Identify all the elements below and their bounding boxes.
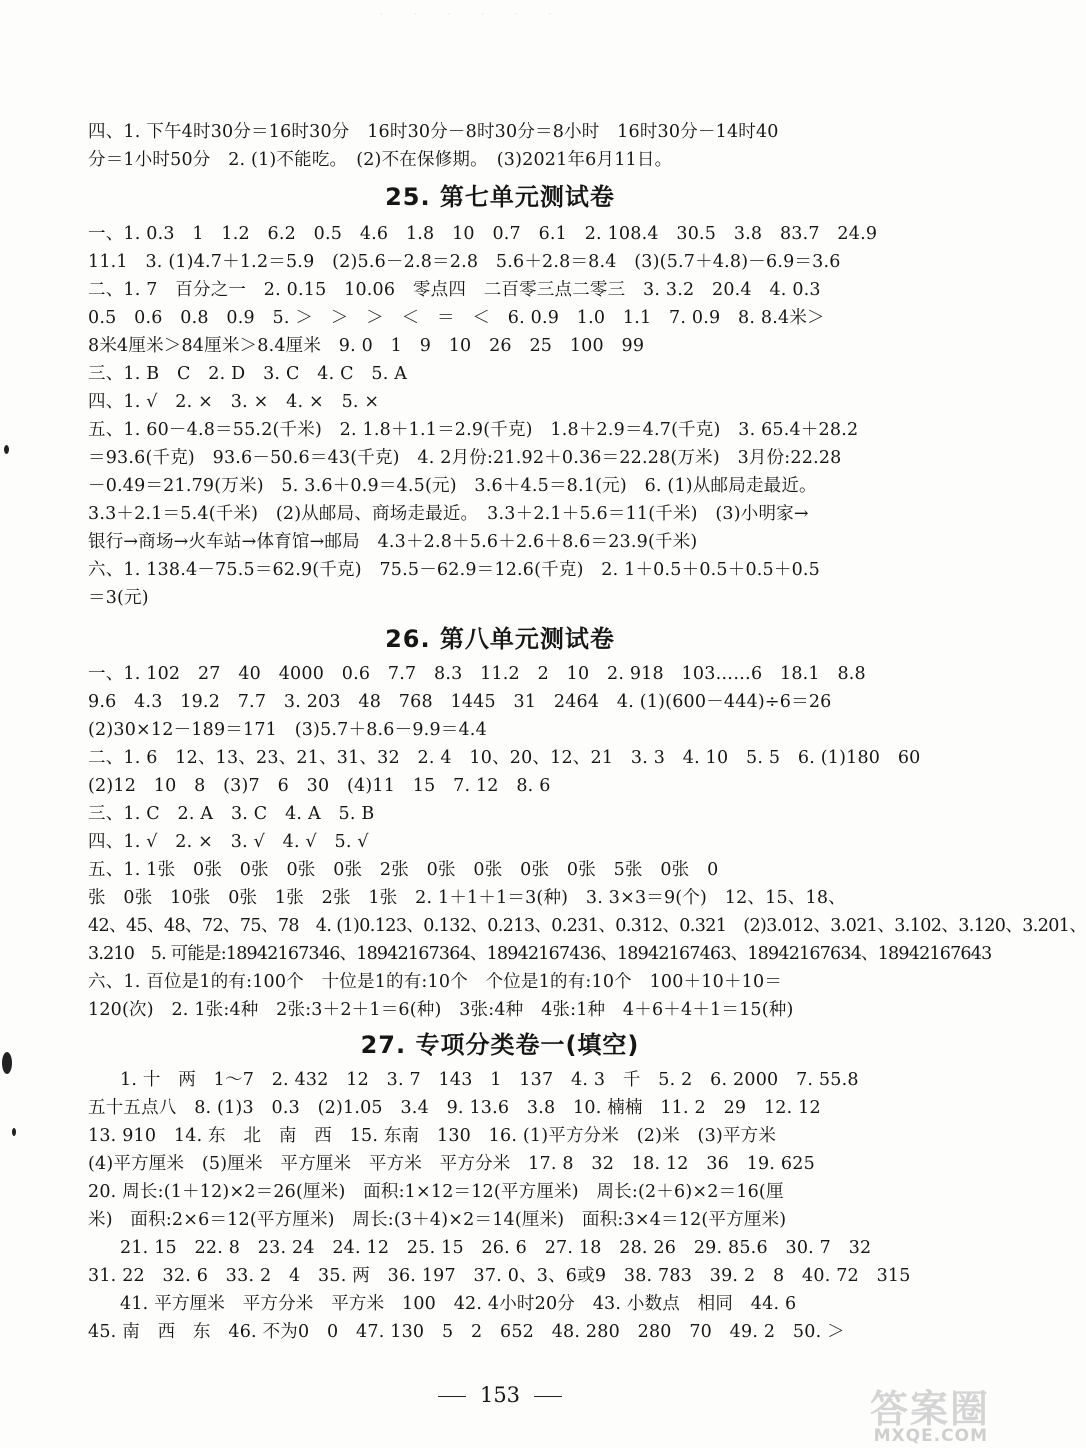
text-line: 二、1. 7 百分之一 2. 0.15 10.06 零点四 二百零三点二零三 3. 3.2 20.4 4. 0.3 xyxy=(88,280,821,300)
scan-smudge: · · · · · · xyxy=(380,10,566,20)
dash-left xyxy=(438,1396,466,1397)
section-27-answers xyxy=(88,1066,956,1346)
text-line: 42、45、48、72、75、78 4. (1)0.123、0.132、0.213、0.231、0.312、0.321 (2)3.012、3.021、3.102、3.120、3.201、 xyxy=(88,916,1086,936)
page-number-text: 153 xyxy=(479,1383,521,1407)
text-line: 银行→商场→火车站→体育馆→邮局 4.3＋2.8＋5.6＋2.6＋8.6＝23.9(千米) xyxy=(88,532,698,552)
text-line: 五十五点八 8. (1)3 0.3 (2)1.05 3.4 9. 13.6 3.8 10. 楠楠 11. 2 29 12. 12 xyxy=(88,1098,821,1118)
text-line: (2)12 10 8 (3)7 6 30 (4)11 15 7. 12 8. 6 xyxy=(88,776,551,796)
section-25-answers xyxy=(88,220,956,612)
text-line: 8米4厘米＞84厘米＞8.4厘米 9. 0 1 9 10 26 25 100 99 xyxy=(88,336,645,356)
text-line: ＝3(元) xyxy=(88,588,149,608)
watermark-url: MXQE.COM xyxy=(873,1426,988,1446)
text-line: 四、1. √ 2. × 3. √ 4. √ 5. √ xyxy=(88,832,369,852)
text-line: (2)30×12－189＝171 (3)5.7＋8.6－9.9＝4.4 xyxy=(88,720,487,740)
text-line: 45. 南 西 东 46. 不为0 0 47. 130 5 2 652 48. 280 280 70 49. 2 50. ＞ xyxy=(88,1322,845,1342)
scan-speck xyxy=(2,1052,12,1074)
section-26-answers xyxy=(88,660,1086,1024)
text-line: 0.5 0.6 0.8 0.9 5. ＞ ＞ ＞ ＜ ＝ ＜ 6. 0.9 1.0 1.1 7. 0.9 8. 8.4米＞ xyxy=(88,308,825,328)
text-line: 四、1. √ 2. × 3. × 4. × 5. × xyxy=(88,392,380,412)
text-line: 3.3＋2.1＝5.4(千米) (2)从邮局、商场走最近。 3.3＋2.1＋5.6＝11(千米) (3)小明家→ xyxy=(88,504,809,524)
text-line: 五、1. 1张 0张 0张 0张 0张 2张 0张 0张 0张 0张 5张 0张 0 xyxy=(88,860,719,880)
text-line: 四、1. 下午4时30分＝16时30分 16时30分－8时30分＝8小时 16时30分－14时40 xyxy=(88,122,779,142)
text-line: 1. 十 两 1～7 2. 432 12 3. 7 143 1 137 4. 3 千 5. 2 6. 2000 7. 55.8 xyxy=(120,1070,859,1090)
section-title-27: 27. 专项分类卷一(填空) xyxy=(360,1031,640,1059)
text-line: 3.210 5. 可能是:18942167346、18942167364、18942167436、18942167463、18942167634、18942167643 xyxy=(88,944,992,964)
text-line: 一、1. 0.3 1 1.2 6.2 0.5 4.6 1.8 10 0.7 6.1 2. 108.4 30.5 3.8 83.7 24.9 xyxy=(88,224,878,244)
text-line: 20. 周长:(1＋12)×2＝26(厘米) 面积:1×12＝12(平方厘米) 周长:(2＋6)×2＝16(厘 xyxy=(88,1182,784,1202)
text-line: 六、1. 138.4－75.5＝62.9(千克) 75.5－62.9＝12.6(千克) 2. 1＋0.5＋0.5＋0.5＋0.5 xyxy=(88,560,821,580)
text-line: (4)平方厘米 (5)厘米 平方厘米 平方米 平方分米 17. 8 32 18. 12 36 19. 625 xyxy=(88,1154,815,1174)
section-title-25: 25. 第七单元测试卷 xyxy=(385,183,615,211)
text-line: 六、1. 百位是1的有:100个 十位是1的有:10个 个位是1的有:10个 100＋10＋10＝ xyxy=(88,972,783,992)
text-line: 13. 910 14. 东 北 南 西 15. 东南 130 16. (1)平方分米 (2)米 (3)平方米 xyxy=(88,1126,777,1146)
text-line: 米) 面积:2×6＝12(平方厘米) 周长:(3＋4)×2＝14(厘米) 面积:3×4＝12(平方厘米) xyxy=(88,1210,787,1230)
text-line: 9.6 4.3 19.2 7.7 3. 203 48 768 1445 31 2464 4. (1)(600－444)÷6＝26 xyxy=(88,692,832,712)
text-line: 21. 15 22. 8 23. 24 24. 12 25. 15 26. 6 27. 18 28. 26 29. 85.6 30. 7 32 xyxy=(120,1238,872,1258)
text-line: 120(次) 2. 1张:4种 2张:3＋2＋1＝6(种) 3张:4种 4张:1种 4＋6＋4＋1＝15(种) xyxy=(88,1000,794,1020)
text-line: 三、1. C 2. A 3. C 4. A 5. B xyxy=(88,804,375,824)
text-line: 二、1. 6 12、13、23、21、31、32 2. 4 10、20、12、21 3. 3 4. 10 5. 5 6. (1)180 60 xyxy=(88,748,921,768)
text-line: 一、1. 102 27 40 4000 0.6 7.7 8.3 11.2 2 10 2. 918 103……6 18.1 8.8 xyxy=(88,664,866,684)
text-line: 张 0张 10张 0张 1张 2张 1张 2. 1＋1＋1＝3(种) 3. 3×3＝9(个) 12、15、18、 xyxy=(88,888,846,908)
text-line: 11.1 3. (1)4.7＋1.2＝5.9 (2)5.6－2.8＝2.8 5.6＋2.8＝8.4 (3)(5.7＋4.8)－6.9＝3.6 xyxy=(88,252,841,272)
text-line: －0.49＝21.79(万米) 5. 3.6＋0.9＝4.5(元) 3.6＋4.5＝8.1(元) 6. (1)从邮局走最近。 xyxy=(88,476,817,496)
text-line: 三、1. B C 2. D 3. C 4. C 5. A xyxy=(88,364,408,384)
text-line: 31. 22 32. 6 33. 2 4 35. 两 36. 197 37. 0、3、6或9 38. 783 39. 2 8 40. 72 315 xyxy=(88,1266,911,1286)
text-line: 五、1. 60－4.8＝55.2(千米) 2. 1.8＋1.1＝2.9(千克) 1.8＋2.9＝4.7(千克) 3. 65.4＋28.2 xyxy=(88,420,859,440)
intro-block xyxy=(88,118,956,174)
section-title-26: 26. 第八单元测试卷 xyxy=(385,625,615,653)
text-line: 41. 平方厘米 平方分米 平方米 100 42. 4小时20分 43. 小数点 相同 44. 6 xyxy=(120,1294,797,1314)
dash-right xyxy=(534,1396,562,1397)
text-line: 分＝1小时50分 2. (1)不能吃。 (2)不在保修期。 (3)2021年6月11日。 xyxy=(88,150,673,170)
watermark-text: 答案圈 xyxy=(869,1387,990,1431)
scan-speck xyxy=(4,445,9,454)
text-line: ＝93.6(千克) 93.6－50.6＝43(千克) 4. 2月份:21.92＋0.36＝22.28(万米) 3月份:22.28 xyxy=(88,448,842,468)
watermark-logo xyxy=(812,1374,1000,1448)
scan-speck xyxy=(12,1128,16,1136)
